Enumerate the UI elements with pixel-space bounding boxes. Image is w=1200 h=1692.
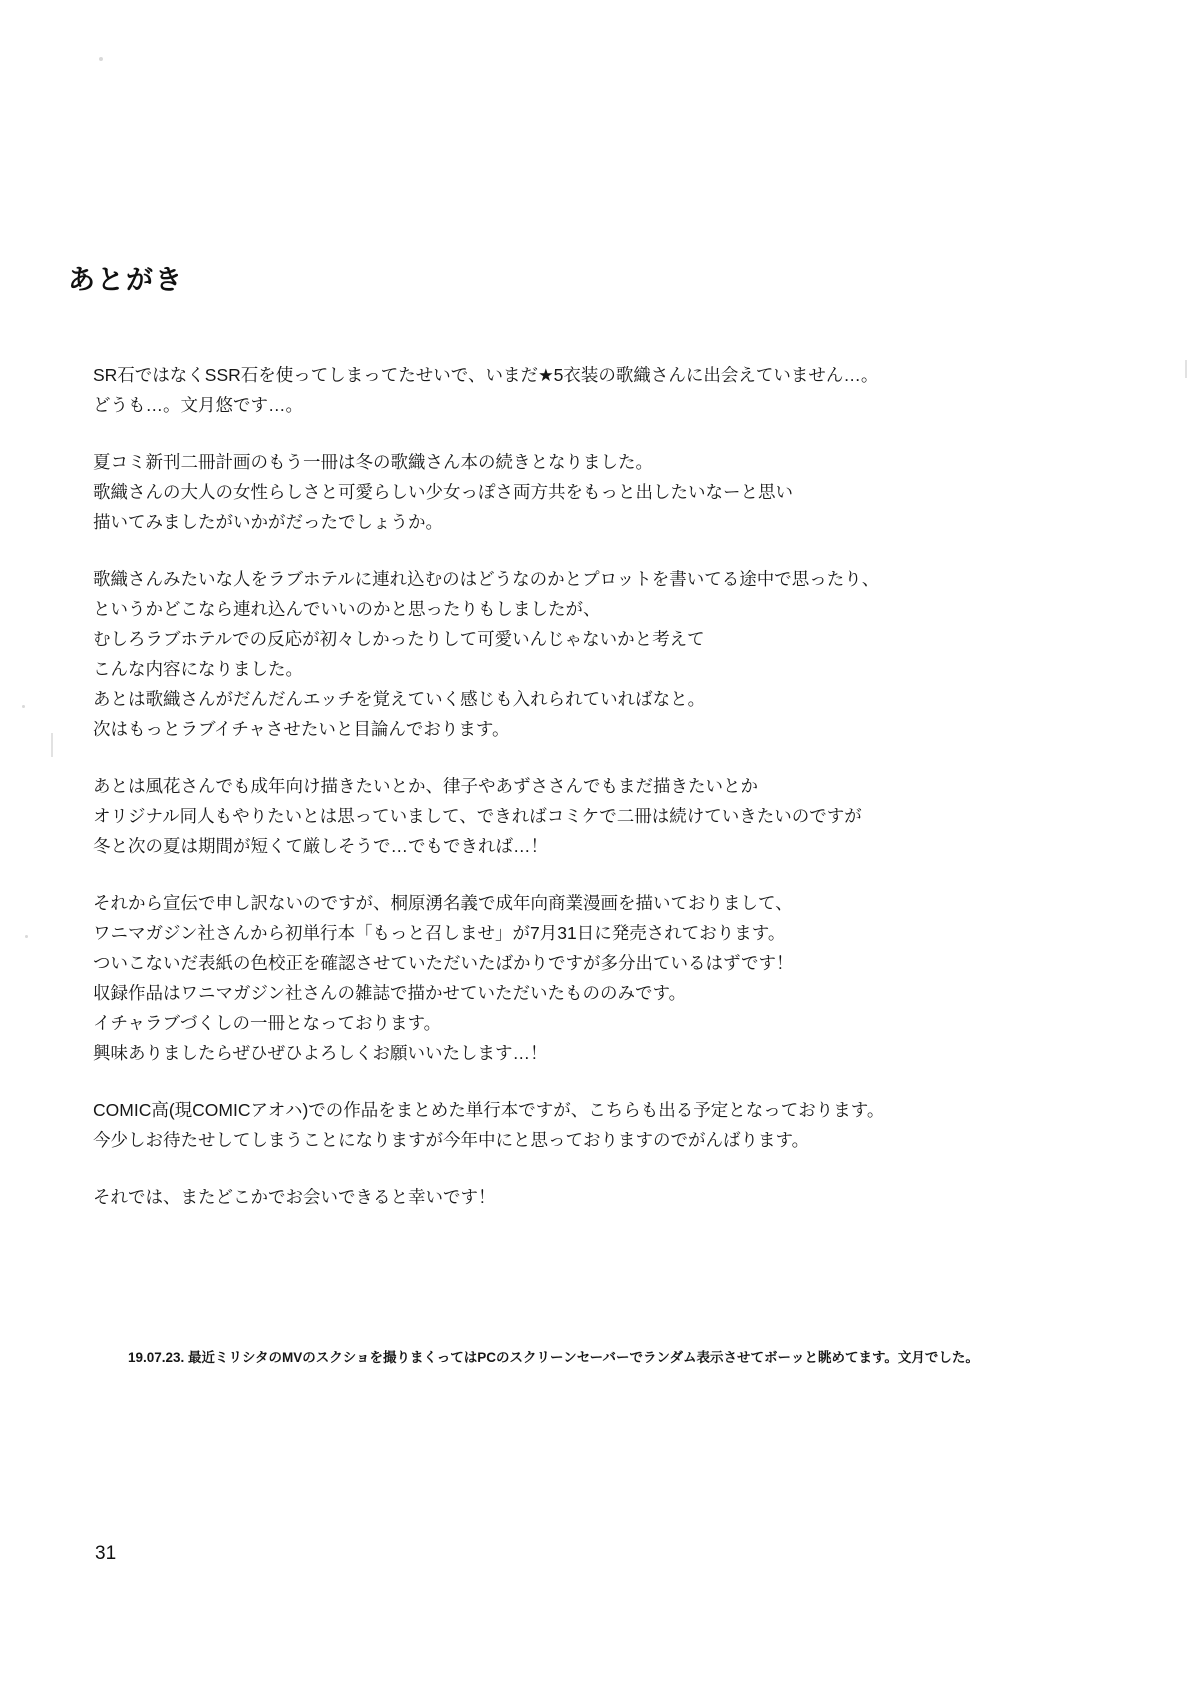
paper-speckle	[22, 705, 25, 708]
paragraph-comic	[93, 1095, 1103, 1155]
paragraph-closing	[93, 1182, 1103, 1212]
text-line: 冬と次の夏は期間が短くて厳しそうで…でもできれば…！	[93, 836, 548, 856]
text-line: こんな内容になりました。	[93, 659, 303, 679]
text-line: むしろラブホテルでの反応が初々しかったりして可愛いんじゃないかと考えて	[93, 629, 705, 649]
colophon-note: 19.07.23. 最近ミリシタのMVのスクショを撮りまくってはPCのスクリーンセーバーでランダム表示させてボーッと眺めてます。文月でした。	[128, 1350, 979, 1365]
paragraph-plot	[93, 564, 1103, 744]
text-line: 描いてみましたがいかがだったでしょうか。	[93, 512, 443, 532]
paragraph-promo	[93, 888, 1103, 1068]
text-line: ついこないだ表紙の色校正を確認させていただいたばかりですが多分出ているはずです！	[93, 953, 794, 973]
text-line: 今少しお待たせしてしまうことになりますが今年中にと思っておりますのでがんばります。	[93, 1130, 810, 1150]
text-line: ワニマガジン社さんから初単行本「もっと召しませ」が7月31日に発売されております。	[93, 923, 786, 943]
paragraph-plan	[93, 447, 1103, 537]
paragraph-future	[93, 771, 1103, 861]
paragraph-intro	[93, 360, 1103, 420]
text-line: SR石ではなくSSR石を使ってしまってたせいで、いまだ★5衣装の歌織さんに出会えていません…。	[93, 365, 879, 385]
page-title: あとがき	[68, 265, 184, 296]
text-line: それから宣伝で申し訳ないのですが、桐原湧名義で成年向商業漫画を描いておりまして、	[93, 893, 793, 913]
text-line: COMIC高(現COMICアオハ)での作品をまとめた単行本ですが、こちらも出る予定となっております。	[93, 1100, 885, 1120]
text-line: 興味ありましたらぜひぜひよろしくお願いいたします…！	[93, 1043, 548, 1063]
text-line: 歌織さんみたいな人をラブホテルに連れ込むのはどうなのかとプロットを書いてる途中で思ったり、	[93, 569, 880, 589]
text-line: イチャラブづくしの一冊となっております。	[93, 1013, 442, 1033]
paper-speckle	[25, 935, 28, 938]
text-line: 収録作品はワニマガジン社さんの雑誌で描かせていただいたもののみです。	[93, 983, 687, 1003]
text-line: あとは風花さんでも成年向け描きたいとか、律子やあずささんでもまだ描きたいとか	[93, 776, 758, 796]
afterword-body	[93, 360, 1103, 1212]
text-line: それでは、またどこかでお会いできると幸いです！	[93, 1187, 496, 1207]
text-line: 夏コミ新刊二冊計画のもう一冊は冬の歌織さん本の続きとなりました。	[93, 452, 653, 472]
text-line: 次はもっとラブイチャさせたいと目論んでおります。	[93, 719, 510, 739]
page-number: 31	[95, 1543, 117, 1564]
text-line: あとは歌織さんがだんだんエッチを覚えていく感じも入れられていればなと。	[93, 689, 706, 709]
paper-edge-mark	[1185, 360, 1187, 378]
text-line: オリジナル同人もやりたいとは思っていまして、できればコミケで二冊は続けていきたいのですが	[93, 806, 862, 826]
paper-speckle	[99, 57, 103, 61]
paper-edge-mark	[51, 733, 53, 757]
text-line: 歌織さんの大人の女性らしさと可愛らしい少女っぽさ両方共をもっと出したいなーと思い	[93, 482, 793, 502]
text-line: というかどこなら連れ込んでいいのかと思ったりもしましたが、	[93, 599, 601, 619]
text-line: どうも…。文月悠です…。	[93, 395, 303, 415]
